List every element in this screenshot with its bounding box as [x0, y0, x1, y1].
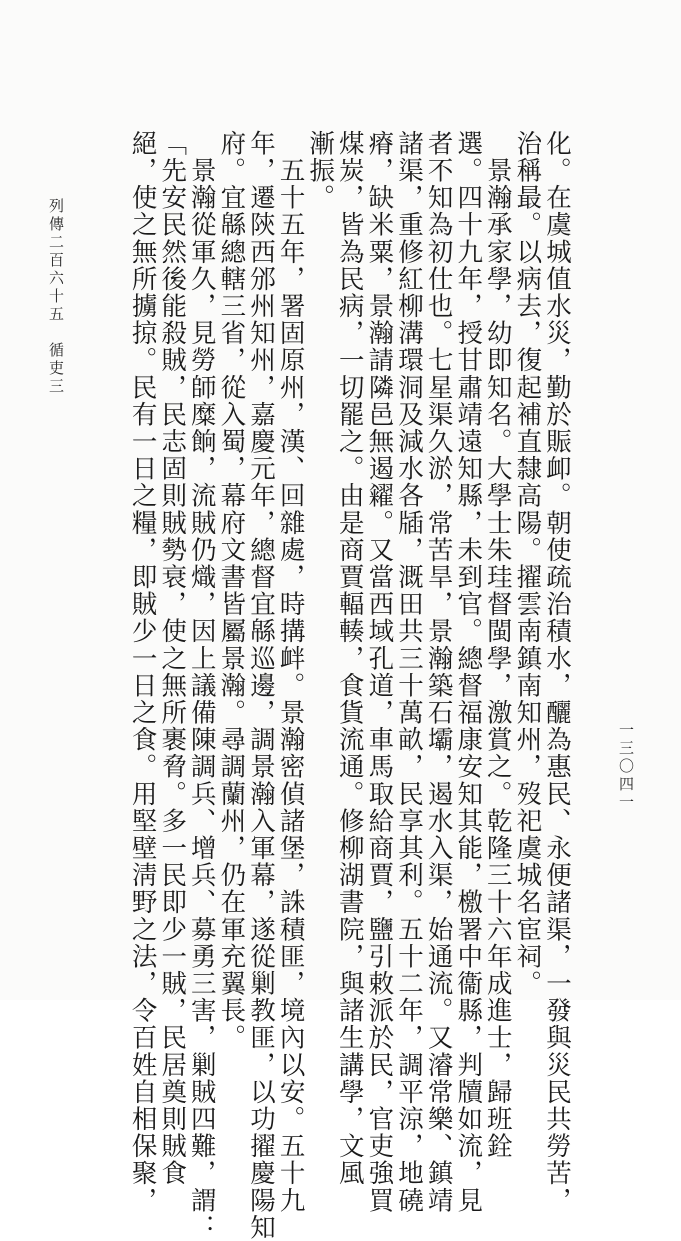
text-column: 「先安民然後能殺賊，民志固則賊勢衰，使之無所裹脅。多一民即少一賊，民居奠則賊食	[157, 130, 188, 1187]
text-column: 瘠，缺米粟，景瀚請隣邑無遏糴。又當西域孔道，車馬取給商賈，鹽引敕派於民，官吏強買	[364, 130, 395, 1214]
page-number: 一三〇四一	[617, 722, 635, 812]
text-column: 景瀚從軍久，見勞師糜餉，流賊仍熾，因上議備陳調兵、增兵、募勇三害，剿賊四難，謂：	[186, 130, 217, 1241]
text-column: 煤炭，皆為民病，一切罷之。由是商賈輻輳，食貨流通。修柳湖書院，與諸生講學，文風	[334, 130, 365, 1187]
text-column: 化。在虞城值水災，勤於賑卹。朝使疏治積水，釃為惠民、永便諸渠，一發與災民共勞苦，	[542, 130, 572, 1214]
running-head: 列傳二百六十五 循吏三	[47, 198, 65, 396]
text-column: 絕，使之無所擄掠。民有一日之糧，即賊少一日之食。用堅壁淸野之法，令百姓自相保聚，	[127, 130, 158, 1214]
text-column: 漸振。	[305, 130, 336, 212]
text-column: 選。四十九年，授甘肅靖遠知縣，未到官。總督福康安知其能，檄署中衞縣，判牘如流，見	[453, 130, 484, 1214]
text-column: 者不知為初仕也。七星渠久淤，常苦旱，景瀚築石壩，遏水入渠，始通流。又濬常樂、鎮靖	[423, 130, 454, 1214]
text-column: 年，遷陝西邠州知州，嘉慶元年，總督宜緜巡邊，調景瀚入軍幕，遂從剿教匪，以功擢慶陽知	[246, 130, 276, 1241]
text-column: 五十五年，署固原州，漢、回雜處，時搆衅。景瀚密偵諸堡，誅積匪，境內以安。五十九	[275, 130, 306, 1214]
text-column: 景瀚承家學，幼即知名。大學士朱珪督閩學，激賞之。乾隆三十六年成進士，歸班銓	[482, 130, 513, 1160]
text-column: 治稱最。以病去，復起補直隸高陽。擢雲南鎮南知州，歿祀虞城名宦祠。	[512, 130, 543, 998]
text-column: 府。宜緜總轄三省，從入蜀，幕府文書皆屬景瀚。尋調蘭州，仍在軍充翼長。	[216, 130, 247, 1052]
text-column: 諸渠，重修紅柳溝環洞及減水各牐，溉田共三十萬畝，民享其利。五十二年，調平涼，地磽	[394, 130, 424, 1214]
